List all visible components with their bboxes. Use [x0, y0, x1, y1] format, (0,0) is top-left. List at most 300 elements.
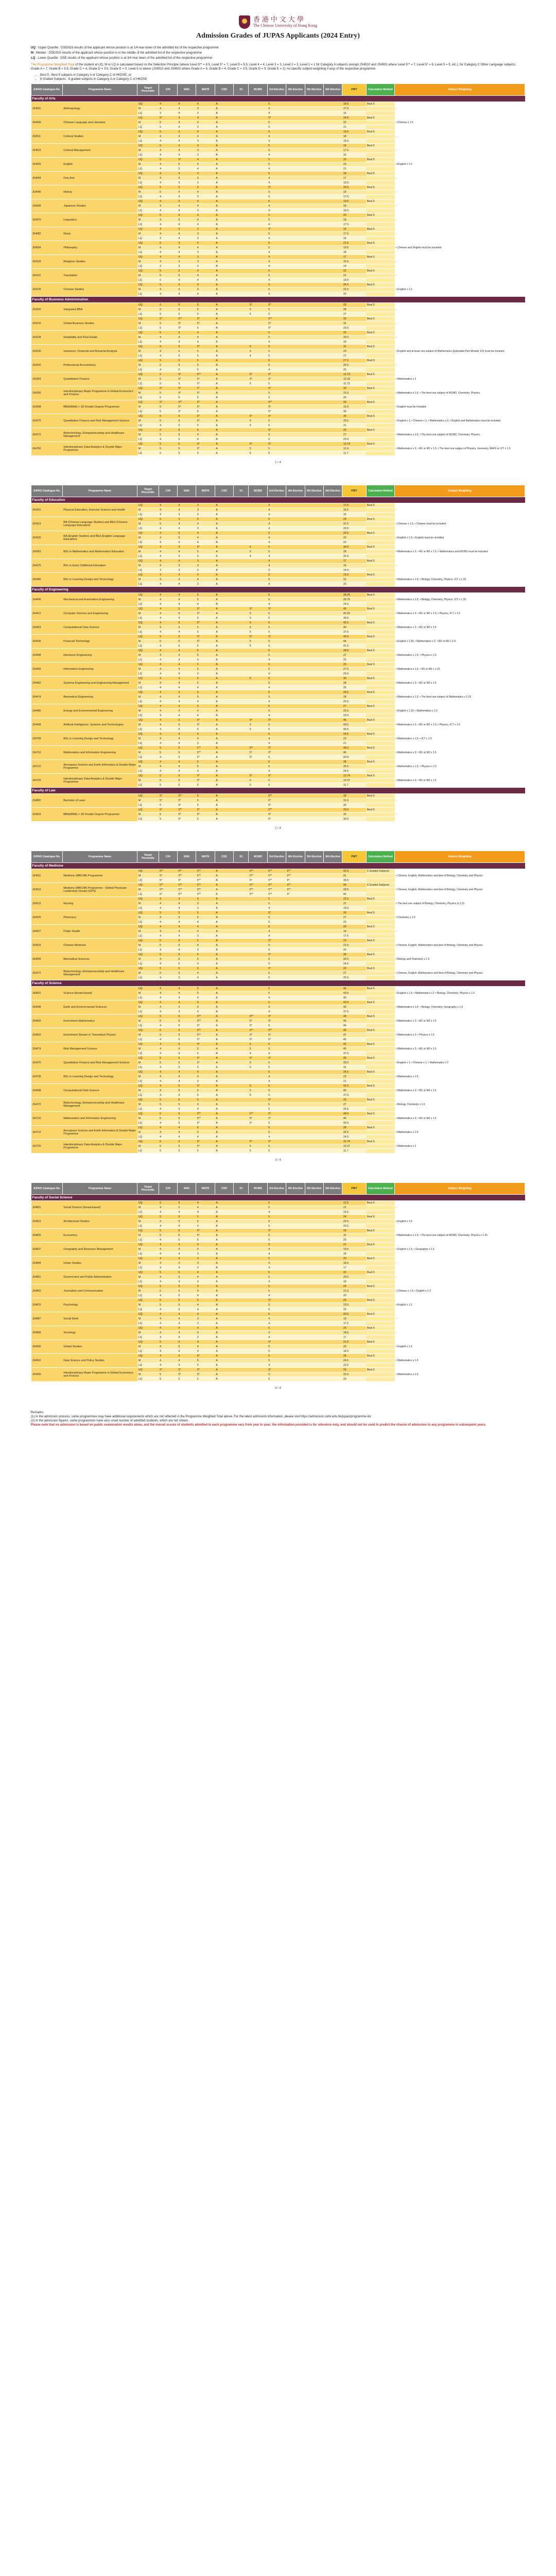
- grade-cell: [234, 774, 249, 778]
- programme-name: Mechanical and Automation Engineering: [62, 593, 137, 607]
- grade-cell: [234, 1024, 249, 1028]
- grade-cell: 5: [267, 957, 286, 962]
- grade-cell: [234, 1252, 249, 1257]
- grade-cell: [305, 540, 323, 545]
- target-percentile: M: [137, 991, 159, 996]
- target-percentile: LQ: [137, 527, 159, 531]
- grade-cell: [234, 391, 249, 396]
- grade-cell: 16.5: [342, 139, 366, 144]
- grade-cell: 5: [178, 644, 196, 649]
- grade-cell: A: [215, 331, 233, 335]
- grade-cell: 25.5: [342, 672, 366, 676]
- grade-cell: 11.7: [342, 783, 366, 788]
- grade-cell: [286, 363, 305, 368]
- grade-cell: A: [215, 433, 233, 437]
- grade-cell: [323, 1266, 342, 1270]
- grade-cell: A: [215, 391, 233, 396]
- grade-cell: 3: [196, 1266, 215, 1270]
- grade-cell: A: [215, 158, 233, 162]
- grade-cell: 4: [159, 287, 177, 292]
- grade-cell: [286, 241, 305, 246]
- grade-cell: 5: [178, 1084, 196, 1089]
- grade-cell: 5: [267, 121, 286, 125]
- pwt-value: [366, 1321, 395, 1326]
- column-header: 5th Elective: [305, 851, 323, 863]
- grade-cell: [305, 331, 323, 335]
- grade-cell: [234, 727, 249, 732]
- grade-cell: [305, 1201, 323, 1206]
- grade-cell: 4: [178, 709, 196, 714]
- grade-cell: [305, 1335, 323, 1340]
- pwt-value: [366, 1266, 395, 1270]
- grade-cell: 4: [178, 996, 196, 1001]
- grade-cell: [234, 625, 249, 630]
- grade-cell: A: [215, 1229, 233, 1233]
- pwt-value: [366, 598, 395, 602]
- target-percentile: LQ: [137, 727, 159, 732]
- grade-cell: [234, 1144, 249, 1149]
- grade-cell: 5: [159, 1019, 177, 1024]
- grade-cell: 17: [342, 1335, 366, 1340]
- catalogue-number: JS4082: [31, 227, 63, 241]
- grade-cell: 4: [178, 144, 196, 148]
- grade-cell: 4: [178, 209, 196, 213]
- grade-cell: [323, 1047, 342, 1052]
- grade-cell: 5: [159, 433, 177, 437]
- grade-cell: [323, 250, 342, 255]
- grade-cell: [286, 934, 305, 939]
- grade-cell: 5: [267, 1084, 286, 1089]
- grade-cell: 3: [178, 1010, 196, 1014]
- grade-cell: 5: [249, 621, 267, 625]
- pwt-value: Best 5: [366, 987, 395, 991]
- grade-cell: [286, 153, 305, 158]
- grade-cell: [286, 987, 305, 991]
- grade-cell: A: [215, 1130, 233, 1135]
- grade-cell: 4: [159, 531, 177, 536]
- column-header: CSD: [215, 851, 233, 863]
- grade-cell: [323, 522, 342, 527]
- faculty-row: [31, 497, 525, 503]
- grade-cell: 4: [159, 718, 177, 723]
- grade-cell: [286, 976, 305, 980]
- pwt-value: Best 5: [366, 331, 395, 335]
- grade-cell: 5: [178, 442, 196, 447]
- grade-cell: 5*: [267, 405, 286, 410]
- grade-cell: [234, 920, 249, 925]
- grade-cell: 5: [159, 746, 177, 751]
- grade-cell: [234, 451, 249, 456]
- grade-cell: [323, 190, 342, 195]
- grade-cell: 28: [342, 695, 366, 700]
- grade-cell: [249, 568, 267, 573]
- grade-cell: [249, 255, 267, 260]
- grade-cell: 46: [342, 751, 366, 755]
- grade-cell: 5*: [196, 612, 215, 616]
- catalogue-number: JS4501: [31, 869, 63, 883]
- grade-cell: 5: [178, 718, 196, 723]
- grade-cell: 17: [342, 255, 366, 260]
- grade-cell: 4: [196, 102, 215, 107]
- grade-cell: [234, 649, 249, 653]
- grade-cell: A: [215, 929, 233, 934]
- grade-cell: [286, 158, 305, 162]
- grade-cell: [323, 1368, 342, 1372]
- target-percentile: LQ: [137, 1149, 159, 1154]
- grade-cell: A: [215, 564, 233, 568]
- grade-cell: [305, 644, 323, 649]
- grade-cell: [323, 172, 342, 176]
- grade-cell: [286, 774, 305, 778]
- grade-cell: [249, 1252, 267, 1257]
- grade-cell: 22.5: [342, 1219, 366, 1224]
- grade-cell: 5: [178, 746, 196, 751]
- grade-cell: 4: [159, 765, 177, 769]
- grade-cell: 24.5: [342, 116, 366, 121]
- grade-cell: 5: [196, 765, 215, 769]
- grade-cell: 4: [249, 354, 267, 359]
- grade-cell: 5: [159, 522, 177, 527]
- grade-cell: 5: [159, 442, 177, 447]
- programme-name: Professional Accountancy: [62, 359, 137, 372]
- grade-cell: [249, 1224, 267, 1229]
- grade-cell: 5: [178, 218, 196, 223]
- programme-name: Medicine (MBChB) Programme - Global Physician-Leadership Stream (GPS): [62, 883, 137, 897]
- grade-cell: 5*: [196, 1144, 215, 1149]
- grade-cell: 5*: [178, 803, 196, 808]
- grade-cell: [234, 607, 249, 612]
- grade-cell: 4: [159, 1052, 177, 1056]
- grade-cell: [305, 1038, 323, 1042]
- pwt-value: [366, 1121, 395, 1126]
- grade-cell: [323, 774, 342, 778]
- pwt-value: [366, 783, 395, 788]
- grade-cell: [305, 1093, 323, 1098]
- grade-cell: 4: [196, 1326, 215, 1331]
- grade-cell: [249, 1229, 267, 1233]
- grade-cell: [234, 359, 249, 363]
- programme-name: Interdisciplinary Data Analytics & Double Major Programme: [62, 442, 137, 456]
- grade-cell: 29: [342, 911, 366, 916]
- grade-cell: [305, 1247, 323, 1252]
- grade-cell: [234, 447, 249, 451]
- grade-cell: [249, 1335, 267, 1340]
- grade-cell: 21: [342, 274, 366, 278]
- pwt-value: Best 5: [366, 621, 395, 625]
- calculation-method: • Mathematics x 1.5; • Biology, Chemistry, Geography x 1.5: [395, 1001, 525, 1014]
- grade-cell: 46.5: [342, 635, 366, 639]
- grade-cell: [234, 437, 249, 442]
- grade-cell: [286, 139, 305, 144]
- grade-cell: [234, 1289, 249, 1294]
- grade-cell: 5: [178, 1219, 196, 1224]
- grade-cell: 25.5: [342, 554, 366, 559]
- pwt-value: Best 5: [366, 1112, 395, 1116]
- grade-cell: [305, 714, 323, 718]
- grade-cell: [323, 1340, 342, 1345]
- column-header: Subject Weighting: [395, 485, 525, 497]
- grade-cell: [305, 906, 323, 911]
- grade-cell: 5: [178, 199, 196, 204]
- grade-cell: [234, 690, 249, 695]
- grade-cell: A: [215, 934, 233, 939]
- grade-cell: 4: [159, 1243, 177, 1247]
- grade-cell: [286, 1308, 305, 1312]
- grade-cell: [234, 1294, 249, 1298]
- programme-name: Journalism and Communication: [62, 1284, 137, 1298]
- grade-cell: [323, 1331, 342, 1335]
- programme-name: BBA(IBBA) + JD Double Degree Programme: [62, 808, 137, 822]
- grade-cell: 5*: [267, 803, 286, 808]
- pwt-value: [366, 878, 395, 883]
- grade-cell: A: [215, 1201, 233, 1206]
- grade-cell: A: [215, 236, 233, 241]
- grade-cell: [286, 451, 305, 456]
- grade-cell: 33: [342, 1368, 366, 1372]
- calculation-method: -: [395, 1326, 525, 1340]
- grade-cell: [234, 616, 249, 621]
- grade-cell: [249, 653, 267, 658]
- grade-cell: [286, 517, 305, 522]
- grade-cell: [249, 107, 267, 111]
- grade-cell: [323, 1303, 342, 1308]
- grade-cell: [305, 545, 323, 550]
- grade-cell: 4: [159, 607, 177, 612]
- column-header: JUPAS Catalogue No.: [31, 485, 63, 497]
- grade-cell: 4: [159, 663, 177, 667]
- pwt-value: Best 5: [366, 1042, 395, 1047]
- grade-cell: 4: [178, 559, 196, 564]
- grade-cell: [249, 803, 267, 808]
- calculation-method: • English x 1.5: [395, 283, 525, 297]
- column-header: 3rd Elective: [267, 485, 286, 497]
- grade-cell: 5*: [249, 1019, 267, 1024]
- grade-cell: 5: [196, 308, 215, 312]
- grade-cell: 17.5: [342, 195, 366, 199]
- target-percentile: LQ: [137, 1052, 159, 1056]
- column-header: ENG: [178, 851, 196, 863]
- pwt-value: [366, 1219, 395, 1224]
- grade-cell: A: [215, 746, 233, 751]
- pwt-value: Best 5: [366, 967, 395, 971]
- grade-cell: [234, 559, 249, 564]
- grade-cell: [286, 1047, 305, 1052]
- grade-cell: 5: [249, 1084, 267, 1089]
- grade-cell: 24.5: [342, 283, 366, 287]
- grade-cell: [323, 1135, 342, 1140]
- grade-cell: A: [215, 1312, 233, 1317]
- grade-cell: 3: [196, 1252, 215, 1257]
- grade-cell: [249, 649, 267, 653]
- grade-cell: [286, 737, 305, 741]
- column-header: CHI: [159, 1183, 177, 1195]
- grade-cell: 5: [178, 774, 196, 778]
- grade-cell: 25.5: [342, 700, 366, 704]
- target-percentile: LQ: [137, 423, 159, 428]
- grade-cell: [286, 287, 305, 292]
- grade-cell: 3: [196, 513, 215, 517]
- grade-cell: 4: [159, 741, 177, 746]
- grade-cell: [305, 1149, 323, 1154]
- grade-cell: 29: [342, 303, 366, 308]
- grade-cell: 5: [196, 554, 215, 559]
- grade-cell: [234, 144, 249, 148]
- grade-cell: [234, 878, 249, 883]
- grade-cell: 5*: [159, 799, 177, 803]
- pwt-value: [366, 902, 395, 906]
- grade-cell: [305, 144, 323, 148]
- grade-cell: A: [215, 602, 233, 607]
- grade-cell: 40: [342, 1047, 366, 1052]
- grade-cell: 4: [159, 1079, 177, 1084]
- calculation-method: • English x 1.25; • Mathematics x 2; • M1 or M2 x 1.5: [395, 635, 525, 649]
- programme-name: Mathematics and Information Engineering: [62, 746, 137, 760]
- grade-cell: 19: [342, 340, 366, 345]
- grade-cell: [323, 799, 342, 803]
- table-row: [31, 241, 525, 246]
- grade-cell: [286, 236, 305, 241]
- grade-cell: [323, 1294, 342, 1298]
- grade-cell: [305, 554, 323, 559]
- target-percentile: M: [137, 1331, 159, 1335]
- pwt-value: [366, 1019, 395, 1024]
- calculation-method: -: [395, 317, 525, 331]
- pwt-value: Best 5: [366, 545, 395, 550]
- pwt-value: [366, 996, 395, 1001]
- pwt-value: [366, 1233, 395, 1238]
- grade-cell: 4: [159, 423, 177, 428]
- catalogue-number: JS4674: [31, 1042, 63, 1056]
- grade-cell: A: [215, 939, 233, 943]
- grade-cell: 5: [249, 644, 267, 649]
- grade-cell: 5**: [178, 869, 196, 874]
- grade-cell: A: [215, 181, 233, 185]
- grade-cell: [286, 1317, 305, 1321]
- grade-cell: 4: [159, 1275, 177, 1280]
- grade-cell: 5*: [196, 607, 215, 612]
- grade-cell: [234, 1233, 249, 1238]
- definition-text: : Median : DSE/IGS results of the applicant whose position is in the middle of the admitted list of the respective programme: [34, 52, 202, 55]
- grade-cell: [286, 1001, 305, 1005]
- calculation-method: • The best one subject of Biology, Chemistry, Physics (x 1.5): [395, 897, 525, 911]
- grade-cell: 5: [267, 308, 286, 312]
- target-percentile: LQ: [137, 741, 159, 746]
- programme-name: Physical Education, Exercise Science and Health: [62, 503, 137, 517]
- column-header: CSD: [215, 1183, 233, 1195]
- pwt-value: [366, 564, 395, 568]
- grade-cell: A: [215, 447, 233, 451]
- grade-cell: 5: [196, 783, 215, 788]
- faculty-name: Faculty of Social Science: [31, 1195, 525, 1201]
- grade-cell: A: [215, 1107, 233, 1112]
- grade-cell: [234, 1149, 249, 1154]
- grade-cell: 5: [267, 709, 286, 714]
- grade-cell: [286, 582, 305, 587]
- grade-cell: [249, 939, 267, 943]
- grade-cell: 5: [267, 1215, 286, 1219]
- grade-cell: 5: [178, 451, 196, 456]
- grade-cell: 5: [178, 382, 196, 386]
- grade-cell: [286, 704, 305, 709]
- grade-cell: [305, 799, 323, 803]
- grade-cell: [286, 672, 305, 676]
- grade-cell: 3: [196, 148, 215, 153]
- pwt-value: [366, 1349, 395, 1354]
- grade-cell: A: [215, 1135, 233, 1140]
- grade-cell: A: [215, 878, 233, 883]
- grade-cell: 5*: [267, 428, 286, 433]
- grade-cell: 4: [267, 134, 286, 139]
- column-header: Subject Weighting: [395, 851, 525, 863]
- catalogue-number: JS4863: [31, 1284, 63, 1298]
- grade-cell: [305, 176, 323, 181]
- target-percentile: UQ: [137, 732, 159, 737]
- grade-cell: 5: [159, 803, 177, 808]
- programme-name: Nursing: [62, 897, 137, 911]
- programme-name: BSc in Early Childhood Education: [62, 559, 137, 573]
- grade-cell: 4: [267, 1280, 286, 1284]
- grade-cell: 17.5: [342, 503, 366, 508]
- grade-cell: 4: [196, 433, 215, 437]
- grade-cell: 4: [196, 1010, 215, 1014]
- grade-cell: 5**: [267, 794, 286, 799]
- target-percentile: UQ: [137, 1215, 159, 1219]
- table-row: [31, 1042, 525, 1047]
- grade-cell: [234, 1121, 249, 1126]
- grade-cell: 4: [178, 741, 196, 746]
- pwt-value: [366, 727, 395, 732]
- grade-cell: A: [215, 527, 233, 531]
- grade-cell: [234, 755, 249, 760]
- table-row: [31, 607, 525, 612]
- grade-cell: [286, 148, 305, 153]
- grade-cell: [305, 1308, 323, 1312]
- grade-cell: [286, 612, 305, 616]
- target-percentile: LQ: [137, 906, 159, 911]
- programme-name: Risk Management Science: [62, 1042, 137, 1056]
- grade-cell: [305, 213, 323, 218]
- grade-cell: [286, 916, 305, 920]
- grade-cell: [286, 1116, 305, 1121]
- grade-cell: 4: [196, 962, 215, 967]
- grade-cell: 4: [159, 564, 177, 568]
- grade-cell: 5: [267, 1270, 286, 1275]
- pwt-value: [366, 1261, 395, 1266]
- table-row: [31, 1001, 525, 1005]
- grade-cell: [234, 1247, 249, 1252]
- grade-cell: 5: [267, 598, 286, 602]
- grade-cell: [234, 704, 249, 709]
- grade-cell: 5: [159, 283, 177, 287]
- grade-cell: [286, 447, 305, 451]
- grade-cell: [305, 1084, 323, 1089]
- grade-cell: [286, 1206, 305, 1210]
- pwt-value: Best 5: [366, 676, 395, 681]
- grade-cell: [305, 1098, 323, 1103]
- grade-cell: [234, 508, 249, 513]
- target-percentile: LQ: [137, 111, 159, 116]
- grade-cell: [234, 737, 249, 741]
- grade-cell: 5: [178, 308, 196, 312]
- grade-cell: [249, 929, 267, 934]
- target-percentile: LQ: [137, 769, 159, 774]
- grade-cell: [323, 199, 342, 204]
- calculation-method: • Mathematics x 1.5: [395, 1368, 525, 1382]
- grade-cell: 4: [196, 1224, 215, 1229]
- grade-cell: [286, 700, 305, 704]
- target-percentile: LQ: [137, 1107, 159, 1112]
- grade-cell: [305, 612, 323, 616]
